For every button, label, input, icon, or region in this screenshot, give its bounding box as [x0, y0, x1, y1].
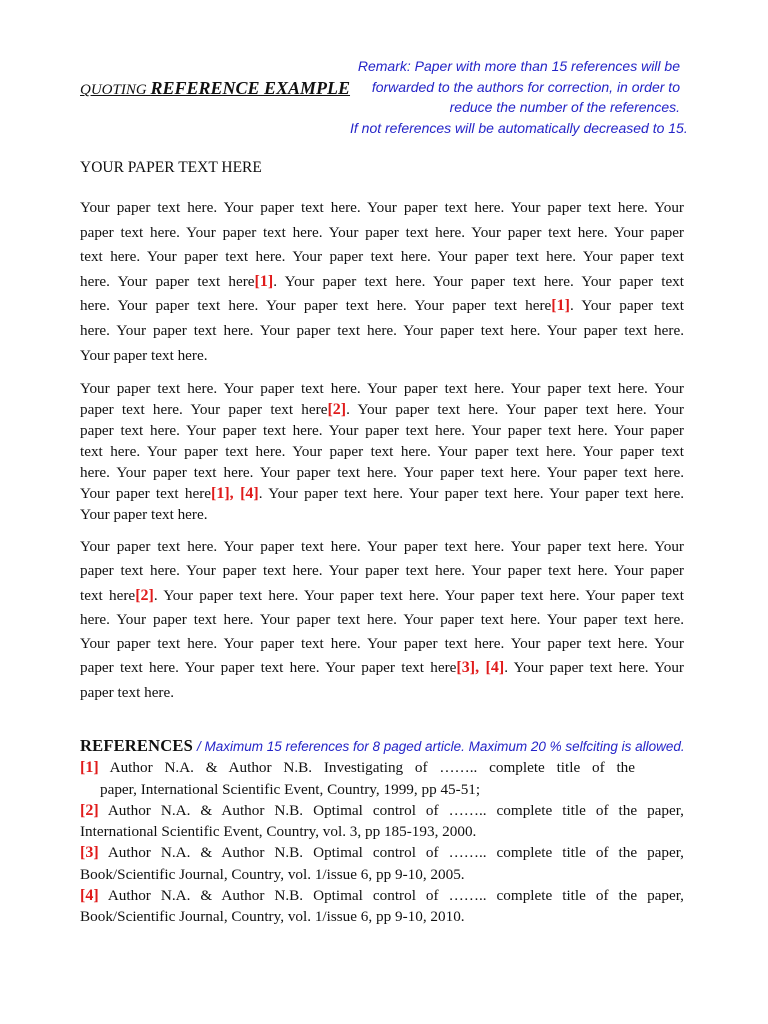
page-title — [80, 78, 350, 99]
references-section — [80, 735, 684, 928]
paragraph-line — [80, 462, 684, 483]
paragraph-text: here. Your paper text here. Your paper text here. Your paper text here. Your paper text here. — [80, 321, 684, 339]
remark-line: Remark: Paper with more than 15 references will be — [357, 58, 680, 74]
paragraph-text: . Your paper text — [569, 297, 684, 315]
reference-label: [3] — [80, 844, 99, 862]
paragraph-line — [80, 535, 684, 559]
references-header — [80, 735, 684, 757]
remark-line: reduce the number of the references. — [449, 99, 680, 115]
paragraph-text: text here. Your paper text here. Your paper text here. Your paper text here. Your paper text — [80, 443, 684, 460]
paragraph-text: text here — [80, 586, 136, 604]
paragraph-text: paper text here. Your paper text here. Your paper text here. Your paper text here. Your paper — [80, 223, 684, 241]
paragraph-text: paper text here. Your paper text here. Your paper text here. Your paper text here. Your paper — [80, 422, 684, 439]
paragraph-text: here. Your paper text here. Your paper text here. Your paper text here. Your paper text here. — [80, 610, 684, 628]
reference-line — [80, 800, 684, 821]
reference-text: Author N.A. & Author N.B. Optimal control of …….. complete title of the paper, — [107, 844, 684, 862]
paragraph-line — [80, 420, 684, 441]
paragraph-line — [80, 270, 684, 295]
paragraph-line — [80, 221, 684, 246]
paragraph-text: paper text here. — [80, 683, 175, 701]
paragraph-text: paper text here. Your paper text here — [80, 401, 328, 418]
paragraph-text: . Your paper text here. Your paper text here. Your paper text — [273, 272, 684, 290]
reference-item — [80, 757, 684, 800]
paragraph-line — [80, 319, 684, 344]
reference-label: [1] — [80, 759, 99, 777]
paragraph-text: Your paper text here — [80, 485, 212, 502]
paragraph-line — [80, 196, 684, 221]
paragraph-text: here. Your paper text here. Your paper text here. Your paper text here. Your paper text here. — [80, 464, 684, 481]
reference-line: paper, International Scientific Event, Country, 1999, pp 45-51; — [100, 780, 481, 798]
section-heading: YOUR PAPER TEXT HERE — [80, 159, 262, 176]
paragraph-line — [80, 378, 684, 399]
paragraph-text: here. Your paper text here — [80, 272, 255, 290]
reference-line: Book/Scientific Journal, Country, vol. 1/issue 6, pp 9-10, 2005. — [80, 865, 465, 883]
reference-line: Book/Scientific Journal, Country, vol. 1/issue 6, pp 9-10, 2010. — [80, 908, 465, 926]
paragraph-text: Your paper text here. — [80, 346, 208, 364]
reference-line — [80, 842, 684, 863]
title-prefix: QUOTING — [80, 82, 151, 98]
paragraph-2 — [80, 378, 684, 525]
paragraph-text: . Your paper text here. Your paper text here. Your paper text here. — [258, 485, 684, 502]
paragraph-1 — [80, 196, 684, 368]
paragraph-text: paper text here. Your paper text here. Your paper text here. Your paper text here. Your paper — [80, 562, 684, 580]
paragraph-line — [80, 632, 684, 656]
reference-item — [80, 800, 684, 843]
citation-marker: [1], [4] — [211, 485, 259, 502]
reference-label: [2] — [80, 801, 99, 819]
paragraph-line — [80, 441, 684, 462]
reference-text: Author N.A. & Author N.B. Optimal control of …….. complete title of the paper, — [107, 887, 684, 905]
paragraph-text: Your paper text here. Your paper text here. Your paper text here. Your paper text here. Your — [80, 380, 684, 397]
paragraph-line — [80, 656, 684, 680]
remark-line: forwarded to the authors for correction, in order to — [371, 78, 680, 95]
paragraph-line — [80, 294, 684, 319]
title-main: REFERENCE EXAMPLE — [150, 78, 351, 98]
reference-item — [80, 842, 684, 885]
reference-item — [80, 885, 684, 928]
paragraph-line — [80, 608, 684, 632]
paragraph-text: Your paper text here. Your paper text here. Your paper text here. Your paper text here. Your — [80, 199, 684, 216]
paragraph-text: . Your paper text here. Your paper text here. Your — [346, 401, 684, 418]
paragraph-text: here. Your paper text here. Your paper text here. Your paper text here — [80, 297, 552, 315]
paragraph-text: Your paper text here. — [80, 506, 208, 523]
paragraph-line — [80, 483, 684, 504]
references-note: / Maximum 15 references for 8 paged article. Maximum 20 % selfciting is allowed. — [196, 739, 685, 754]
citation-marker: [1] — [254, 272, 274, 290]
reference-text: Author N.A. & Author N.B. Optimal control of …….. complete title of the paper, — [107, 801, 684, 819]
paragraph-line — [80, 399, 684, 420]
reference-line — [80, 885, 684, 906]
reference-line: International Scientific Event, Country, vol. 3, pp 185-193, 2000. — [80, 823, 477, 841]
paragraph-text: . Your paper text here. Your — [504, 659, 684, 677]
citation-marker: [2] — [327, 401, 347, 418]
reference-text: Author N.A. & Author N.B. Investigating of …….. complete title of the — [109, 759, 636, 777]
reference-line — [80, 757, 635, 778]
citation-marker: [1] — [551, 297, 570, 315]
paragraph-line — [80, 681, 684, 705]
remark-line: If not references will be automatically decreased to 15. — [350, 119, 688, 136]
paragraph-line — [80, 584, 684, 608]
paragraph-3 — [80, 535, 684, 705]
paragraph-text: Your paper text here. Your paper text here. Your paper text here. Your paper text here. Your — [80, 538, 684, 555]
paragraph-text: paper text here. Your paper text here. Your paper text here — [80, 659, 457, 677]
paragraph-text: . Your paper text here. Your paper text here. Your paper text here. Your paper text — [153, 586, 684, 604]
paragraph-text: Your paper text here. Your paper text here. Your paper text here. Your paper text here. Your — [80, 635, 684, 653]
paragraph-line — [80, 344, 684, 369]
citation-marker: [2] — [135, 586, 154, 604]
reference-label: [4] — [80, 887, 99, 905]
paragraph-line — [80, 504, 684, 525]
paragraph-line — [80, 559, 684, 583]
citation-marker: [3], [4] — [456, 659, 505, 677]
remark-note — [350, 56, 688, 138]
paragraph-line — [80, 245, 684, 270]
paragraph-text: text here. Your paper text here. Your paper text here. Your paper text here. Your paper text — [80, 248, 684, 266]
references-title: REFERENCES — [80, 736, 193, 755]
